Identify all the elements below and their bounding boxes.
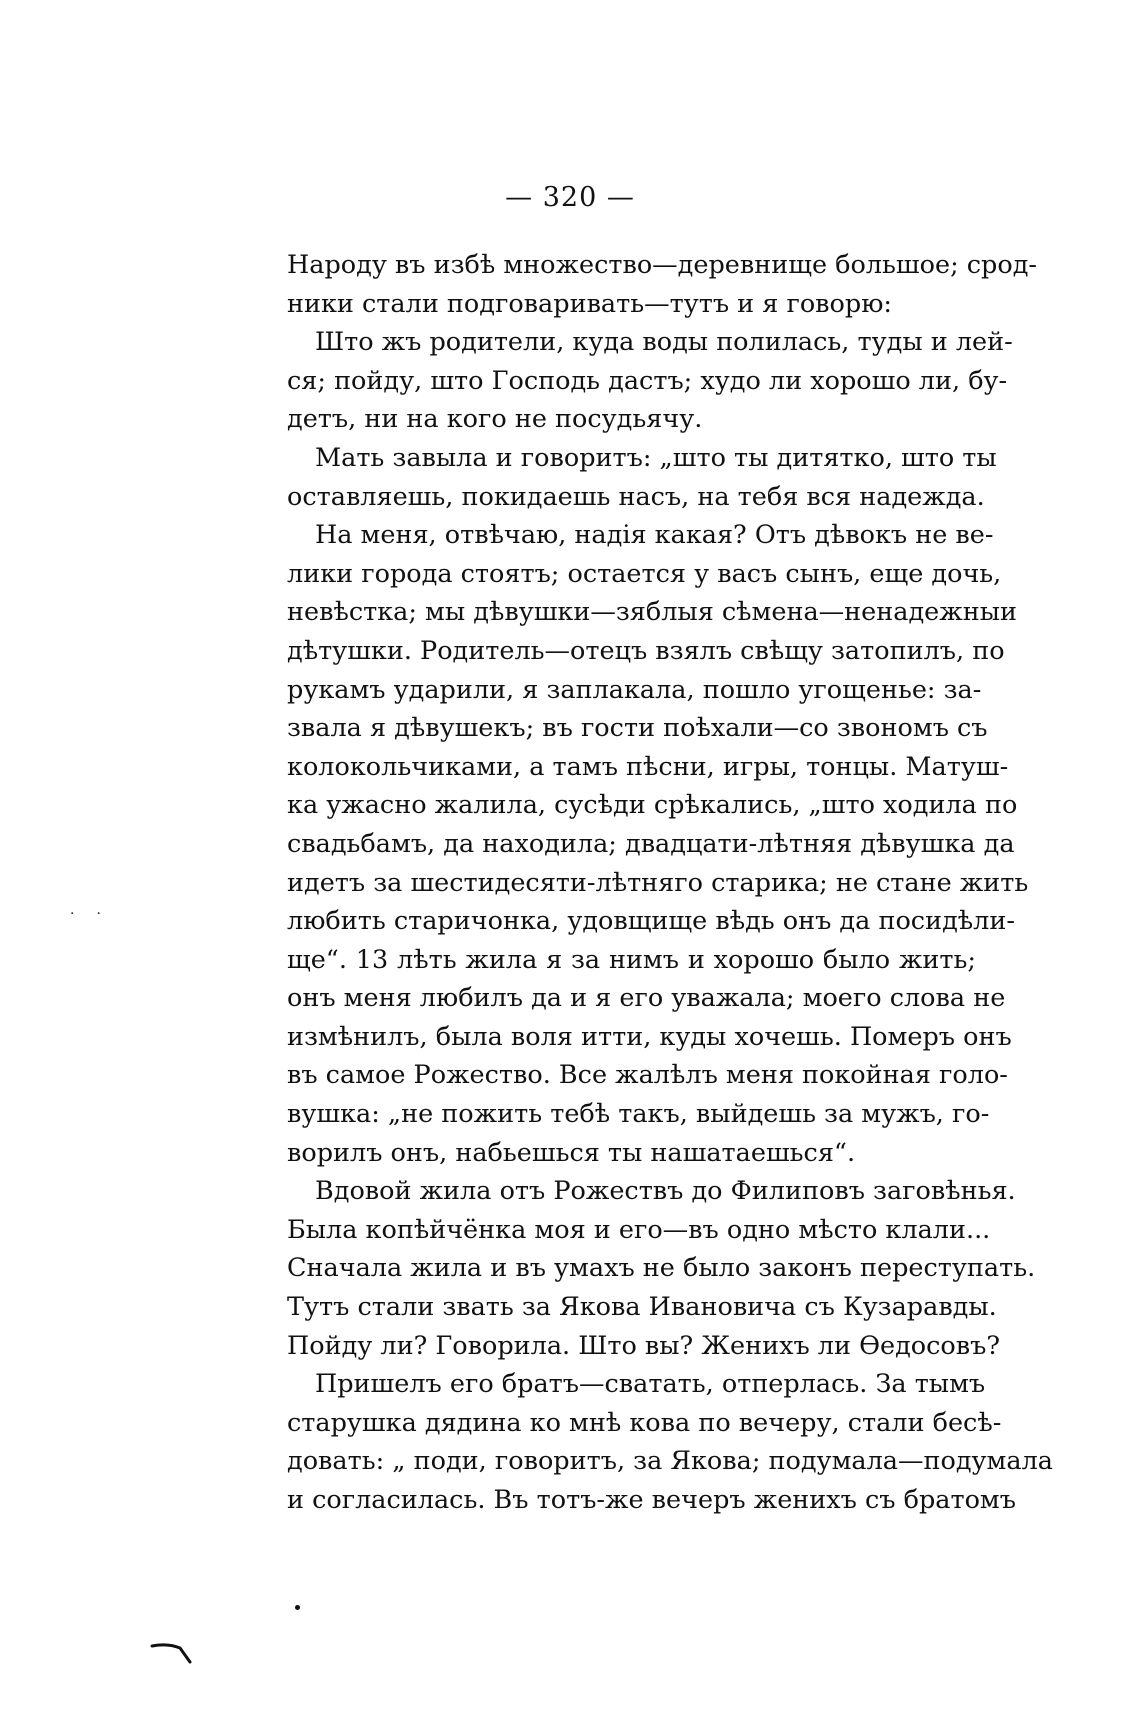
text-line: детъ, ни на кого не посудьячу. [287,404,703,435]
text-line: ники стали подговаривать—тутъ и я говорю: [287,288,892,319]
text-line: Народу въ избѣ множество—деревнище большое; срод- [287,250,1038,280]
text-line: любить старичонка, удовщище вѣдь онъ да посидѣли- [287,906,1015,937]
text-line: оставляешь, покидаешь насъ, на тебя вся надежда. [287,481,985,512]
text-line: На меня, отвѣчаю, надія какая? Отъ дѣвокъ не ве- [315,520,994,551]
text-line: старушка дядина ко мнѣ кова по вечеру, стали бесѣ- [287,1407,1002,1438]
text-line: и согласилась. Въ тотъ-же вечеръ женихъ съ братомъ [287,1485,1016,1515]
text-line: ка ужасно жалила, сусѣди срѣкались, „што ходила по [287,790,1018,821]
text-line: невѣстка; мы дѣвушки—зяблыя сѣмена—ненадежныи [287,597,1017,628]
margin-dots: ·· [70,906,123,922]
text-line: идетъ за шестидесяти-лѣтняго старика; не стане жить [287,867,1029,898]
text-line: ще“. 13 лѣть жила я за нимъ и хорошо было жить; [287,944,976,975]
text-line: Пришелъ его братъ—сватать, отперлась. За тымъ [315,1369,986,1400]
text-line: Што жъ родители, куда воды полилась, туды и лей- [315,327,1013,358]
text-line: онъ меня любилъ да и я его уважала; моего слова не [287,983,1006,1014]
text-line: измѣнилъ, была воля итти, куды хочешь. Померъ онъ [287,1021,1012,1052]
text-line: дѣтушки. Родитель—отецъ взялъ свѣщу затопилъ, по [287,635,1005,666]
page-number: — 320 — [505,182,635,213]
bottom-dot-mark [295,1605,300,1610]
text-line: звала я дѣвушекъ; въ гости поѣхали—со звономъ съ [287,713,988,744]
text-line: лики города стоятъ; остается у васъ сынъ, еще дочь, [287,558,1002,589]
text-line: ся; пойду, што Господь дастъ; худо ли хорошо ли, бу- [287,365,1008,396]
text-line: Мать завыла и говоритъ: „што ты дитятко, што ты [315,442,997,473]
text-line: колокольчиками, а тамъ пѣсни, игры, тонцы. Матуш- [287,751,1009,782]
text-line: въ самое Рожество. Все жалѣлъ меня покойная голо- [287,1060,1008,1091]
text-line: Вдовой жила отъ Рожествъ до Филиповъ заговѣнья. [315,1176,1016,1207]
body-text [287,246,1053,1520]
text-line: рукамъ ударили, я заплакала, пошло угощенье: за- [287,674,982,705]
pen-stroke-mark [150,1640,200,1680]
text-line: Пойду ли? Говорила. Што вы? Женихъ ли Ѳедосовъ? [287,1330,1001,1361]
text-line: свадьбамъ, да находила; двадцати-лѣтняя дѣвушка да [287,828,1015,859]
text-line: Тутъ стали звать за Якова Ивановича съ Кузаравды. [287,1292,997,1323]
text-line: Была копѣйчёнка моя и его—въ одно мѣсто клали... [287,1214,991,1245]
text-line: Сначала жила и въ умахъ не было законъ переступать. [287,1253,1036,1284]
text-line: довать: „ поди, говоритъ, за Якова; подумала—подумала [287,1446,1053,1477]
text-line: вушка: „не пожить тебѣ такъ, выйдешь за мужъ, го- [287,1099,990,1130]
text-line: ворилъ онъ, набьешься ты нашатаешься“. [287,1137,856,1168]
